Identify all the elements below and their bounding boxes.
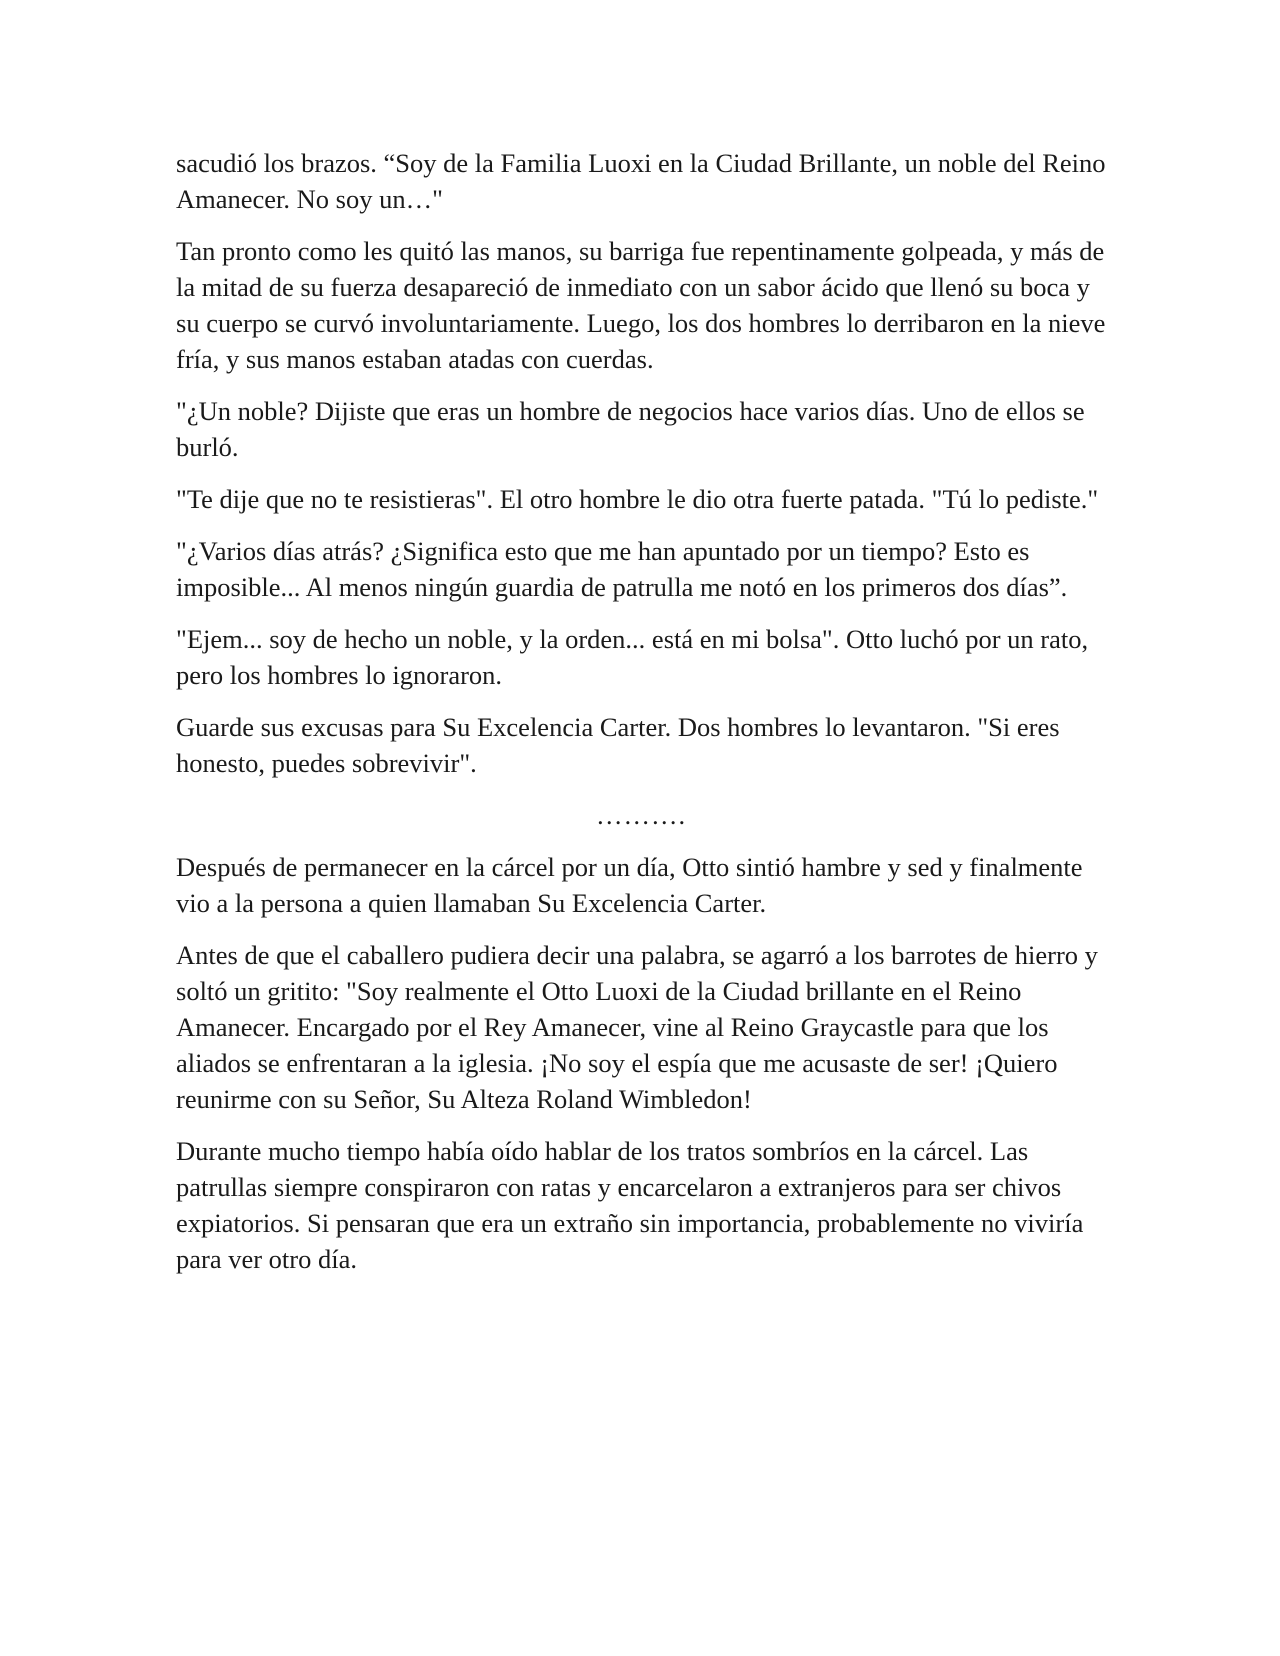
paragraph-6: "Ejem... soy de hecho un noble, y la orden... está en mi bolsa". Otto luchó por un rato, pero los hombres lo ignoraron.: [176, 624, 1089, 690]
paragraph-3: "¿Un noble? Dijiste que eras un hombre de negocios hace varios días. Uno de ellos se burló.: [176, 396, 1085, 462]
document-body: [176, 145, 1106, 1293]
paragraph-9: Antes de que el caballero pudiera decir una palabra, se agarró a los barrotes de hierro y soltó un gritito: "Soy realmente el Otto Luoxi de la Ciudad brillante en el Reino Amanecer. Encargado por el Rey Amanecer, vine al Reino Graycastle para que los aliados se enfrentaran a la iglesia. ¡No soy el espía que me acusaste de ser! ¡Quiero reunirme con su Señor, Su Alteza Roland Wimbledon!: [176, 940, 1098, 1114]
scene-separator: ……….: [595, 800, 687, 830]
paragraph-4: "Te dije que no te resistieras". El otro hombre le dio otra fuerte patada. "Tú lo pediste.": [176, 484, 1099, 514]
paragraph-5: "¿Varios días atrás? ¿Significa esto que me han apuntado por un tiempo? Esto es imposible... Al menos ningún guardia de patrulla me notó en los primeros dos días”.: [176, 536, 1068, 602]
paragraph-7: Guarde sus excusas para Su Excelencia Carter. Dos hombres lo levantaron. "Si eres honesto, puedes sobrevivir".: [176, 712, 1060, 778]
paragraph-2: Tan pronto como les quitó las manos, su barriga fue repentinamente golpeada, y más de la mitad de su fuerza desapareció de inmediato con un sabor ácido que llenó su boca y su cuerpo se curvó involuntariamente. Luego, los dos hombres lo derribaron en la nieve fría, y sus manos estaban atadas con cuerdas.: [176, 236, 1106, 374]
paragraph-8: Después de permanecer en la cárcel por un día, Otto sintió hambre y sed y finalmente vio a la persona a quien llamaban Su Excelencia Carter.: [176, 852, 1083, 918]
paragraph-1: sacudió los brazos. “Soy de la Familia Luoxi en la Ciudad Brillante, un noble del Reino Amanecer. No soy un…": [176, 148, 1106, 214]
paragraph-10: Durante mucho tiempo había oído hablar de los tratos sombríos en la cárcel. Las patrullas siempre conspiraron con ratas y encarcelaron a extranjeros para ser chivos expiatorios. Si pensaran que era un extraño sin importancia, probablemente no viviría para ver otro día.: [176, 1136, 1084, 1274]
